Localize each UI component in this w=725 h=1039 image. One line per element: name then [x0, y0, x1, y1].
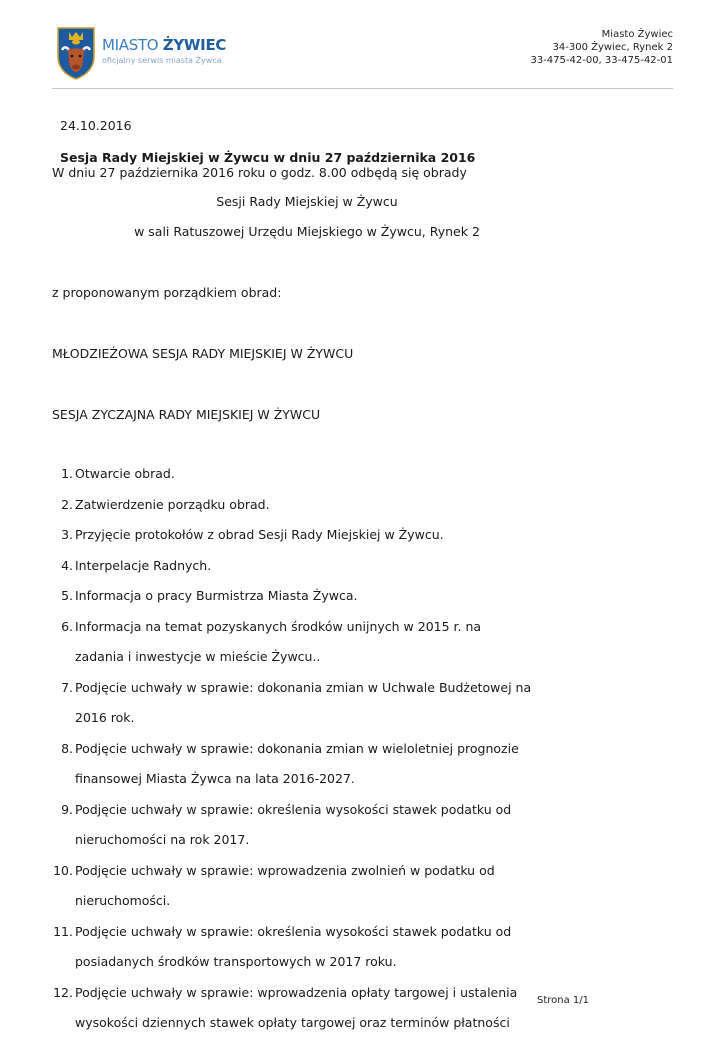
agenda-item-text: nieruchomości.	[75, 893, 171, 908]
agenda-item-continuation	[52, 825, 652, 856]
page-number: Strona 1/1	[537, 995, 590, 1006]
agenda-item	[52, 856, 652, 887]
site-brand[interactable]	[102, 36, 226, 65]
agenda-item	[52, 917, 652, 948]
agenda-item-text: posiadanych środków transportowych w 2017 roku.	[75, 954, 397, 969]
agenda-item-continuation	[52, 1008, 652, 1039]
brand-name: MIASTO ŻYWIEC	[102, 36, 227, 54]
agenda-item-continuation	[52, 947, 652, 978]
agenda-item-text: Podjęcie uchwały w sprawie: określenia wysokości stawek podatku od	[75, 923, 512, 939]
section-ordinary-session: SESJA ZYCZAJNA RADY MIEJSKIEJ W ŻYWCU	[52, 407, 321, 422]
agenda-item-text: Przyjęcie protokołów z obrad Sesji Rady Miejskiej w Żywcu.	[75, 527, 444, 542]
agenda-item	[52, 459, 652, 490]
agenda-item	[52, 795, 652, 826]
agenda-intro: z proponowanym porządkiem obrad:	[52, 285, 282, 300]
agenda-item-number: 10.	[53, 862, 73, 878]
agenda-item	[52, 581, 652, 612]
agenda-item-number: 2.	[61, 496, 73, 512]
agenda-item-number: 5.	[61, 588, 73, 603]
agenda-item	[52, 673, 652, 704]
agenda-item-continuation	[52, 764, 652, 795]
agenda-item	[52, 612, 652, 643]
document-title: Sesja Rady Miejskiej w Żywcu w dniu 27 października 2016	[60, 150, 476, 165]
agenda-item-continuation	[52, 886, 652, 917]
agenda-item-text: Informacja na temat pozyskanych środków unijnych w 2015 r. na	[75, 618, 482, 634]
document-date: 24.10.2016	[60, 118, 132, 133]
agenda-item	[52, 734, 652, 765]
agenda-item-text: Informacja o pracy Burmistrza Miasta Żywca.	[75, 588, 358, 603]
agenda-item-number: 1.	[61, 466, 73, 481]
agenda-item-text: nieruchomości na rok 2017.	[75, 832, 250, 847]
agenda-item-text: Podjęcie uchwały w sprawie: wprowadzenia opłaty targowej i ustalenia	[75, 984, 518, 1000]
contact-name: Miasto Żywiec	[601, 29, 673, 40]
agenda-item-number: 3.	[61, 527, 73, 542]
section-youth-session: MŁODZIEŻOWA SESJA RADY MIEJSKIEJ W ŻYWCU	[52, 346, 354, 361]
city-coat-of-arms-icon	[56, 26, 96, 80]
agenda-item-text: Podjęcie uchwały w sprawie: dokonania zmian w Uchwale Budżetowej na	[75, 679, 532, 695]
page-header	[0, 0, 725, 90]
intro-text: W dniu 27 października 2016 roku o godz. 8.00 odbędą się obrady	[52, 165, 467, 180]
agenda-item	[52, 490, 652, 521]
agenda-item	[52, 551, 652, 582]
agenda-item-text: Podjęcie uchwały w sprawie: określenia wysokości stawek podatku od	[75, 801, 512, 817]
document-body	[52, 118, 652, 1039]
agenda-item-text: zadania i inwestycje w mieście Żywcu..	[75, 649, 321, 664]
agenda-item-number: 4.	[61, 557, 73, 573]
agenda-item-text: Podjęcie uchwały w sprawie: wprowadzenia zwolnień w podatku od	[75, 862, 495, 878]
contact-phone: 33-475-42-00, 33-475-42-01	[530, 55, 673, 66]
agenda-item-text: Otwarcie obrad.	[75, 466, 175, 481]
agenda-item-number: 8.	[61, 740, 73, 756]
brand-tagline: oficjalny serwis miasta Żywca	[102, 56, 222, 65]
contact-block	[530, 28, 673, 67]
session-venue: w sali Ratuszowej Urzędu Miejskiego w Żywcu, Rynek 2	[134, 224, 480, 239]
session-name: Sesji Rady Miejskiej w Żywcu	[216, 194, 398, 209]
agenda-list	[52, 459, 652, 1039]
agenda-item-text: finansowej Miasta Żywca na lata 2016-2027.	[75, 771, 355, 786]
agenda-item-continuation	[52, 642, 652, 673]
contact-address: 34-300 Żywiec, Rynek 2	[552, 42, 673, 53]
agenda-item-text: wysokości dziennych stawek opłaty targowej oraz terminów płatności	[75, 1015, 510, 1030]
agenda-item-text: Interpelacje Radnych.	[75, 557, 212, 573]
agenda-item-number: 9.	[61, 801, 73, 817]
agenda-item-text: 2016 rok.	[75, 710, 135, 725]
agenda-item-number: 6.	[61, 618, 73, 634]
agenda-item-text: Podjęcie uchwały w sprawie: dokonania zmian w wieloletniej prognozie	[75, 740, 519, 756]
agenda-item-number: 11.	[53, 923, 73, 939]
agenda-item-number: 7.	[61, 679, 73, 695]
agenda-item	[52, 520, 652, 551]
agenda-item-number: 12.	[53, 984, 73, 1000]
agenda-item-text: Zatwierdzenie porządku obrad.	[75, 496, 270, 512]
header-divider	[52, 88, 673, 89]
agenda-item-continuation	[52, 703, 652, 734]
